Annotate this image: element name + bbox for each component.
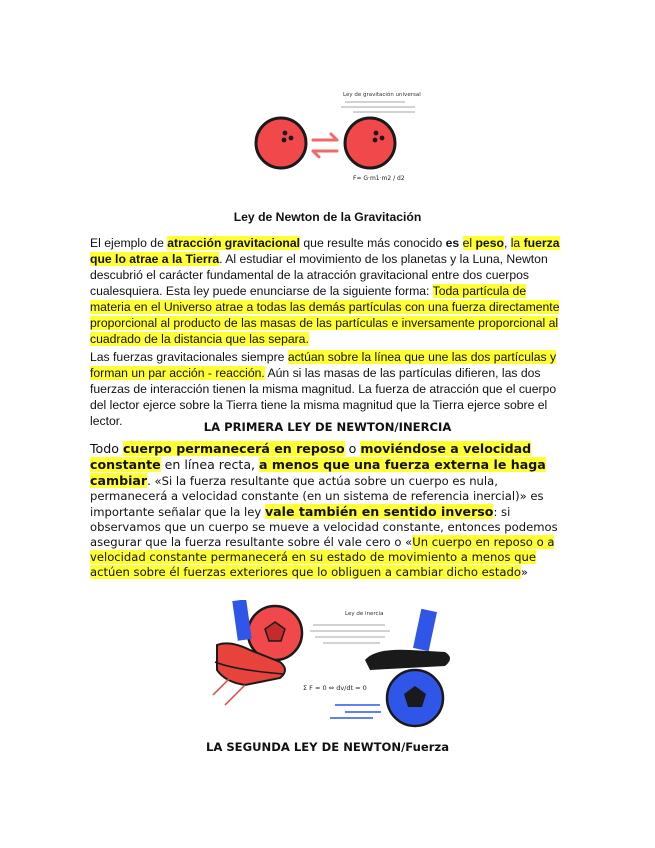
text-run: Toda partícula de materia en el Universo atrae a todas las demás partículas con una fuerza directamente proporcional al producto de las masas de las partículas e inversamente proporcional al cuadrado de la distancia que las separa. bbox=[90, 284, 560, 346]
text-run: » bbox=[520, 565, 529, 579]
black-shoe bbox=[365, 650, 450, 670]
text-run: Un cuerpo en reposo o a velocidad constante permanecerá en su estado de movimiento a menos que actúen sobre él fuerzas exteriores que lo obliguen a cambiar dicho estado bbox=[90, 535, 555, 579]
text-run: la bbox=[510, 236, 524, 250]
paragraph-gravitation bbox=[90, 235, 560, 347]
text-run: : si observamos que un cuerpo se mueve a velocidad constante, entonces podemos asegurar que la fuerza resultante sobre él vale cero o « bbox=[90, 505, 558, 549]
inertia-illustration bbox=[205, 600, 465, 730]
inertia-formula: Σ F = 0 ⇔ dv/dt = 0 bbox=[303, 684, 367, 692]
text-run: peso bbox=[475, 236, 504, 250]
text-run: vale también en sentido inverso bbox=[264, 504, 494, 519]
text-run: cuerpo permanecerá en reposo bbox=[122, 441, 345, 456]
note-lines bbox=[341, 102, 415, 112]
text-run: Las fuerzas gravitacionales siempre bbox=[90, 350, 288, 364]
inertia-note-title: Ley de inercia bbox=[345, 611, 384, 617]
text-run: El ejemplo de bbox=[90, 236, 168, 250]
gravitation-note-title: Ley de gravitación universal bbox=[343, 92, 421, 98]
section-title-first-law: LA PRIMERA LEY DE NEWTON/INERCIA bbox=[203, 420, 452, 434]
text-run: o bbox=[344, 441, 361, 456]
text-run: actúan sobre la línea que une las dos partículas y forman un par acción - reacción. bbox=[90, 350, 557, 380]
text-run: es bbox=[445, 236, 460, 250]
text-run: moviéndose a velocidad constante bbox=[90, 441, 532, 472]
gravitation-illustration bbox=[245, 85, 435, 190]
text-run: el bbox=[462, 236, 476, 250]
section-title-gravitation: Ley de Newton de la Gravitación bbox=[233, 210, 422, 224]
right-ball bbox=[345, 118, 395, 168]
exchange-arrows-icon bbox=[313, 134, 337, 157]
text-run: . «Si la fuerza resultante que actúa sobre un cuerpo es nula, permanecerá a velocidad constante (en un sistema de referencia inercial)» es importante señalar que la ley bbox=[90, 474, 544, 519]
left-ball bbox=[256, 118, 306, 168]
text-run: a menos que una fuerza externa le haga cambiar bbox=[90, 457, 546, 488]
text-run: en línea recta, bbox=[160, 457, 260, 472]
text-run: Aún si las masas de las partículas difieren, las dos fuerzas de interacción tienen la misma magnitud. La fuerza de atracción que el cuerpo del lector ejerce sobre la Tierra tiene la misma magnitud que la Tierra ejerce sobre el lector. bbox=[90, 366, 557, 428]
text-run: fuerza que lo atrae a la Tierra bbox=[90, 236, 560, 266]
text-run: que resulte más conocido bbox=[300, 236, 446, 250]
gravitation-formula: F= G·m1·m2 / d2 bbox=[353, 175, 405, 182]
paragraph-gravitational-forces bbox=[90, 349, 560, 429]
paragraph-first-law bbox=[90, 441, 560, 580]
section-title-second-law: LA SEGUNDA LEY DE NEWTON/Fuerza bbox=[205, 740, 450, 754]
text-run: Todo bbox=[90, 441, 123, 456]
text-run: , bbox=[503, 236, 511, 250]
text-run: . Al estudiar el movimiento de los planetas y la Luna, Newton descubrió el carácter fundamental de la atracción gravitacional entre dos cuerpos cualesquiera. Esta ley puede enunciarse de la siguiente forma: bbox=[90, 252, 548, 298]
text-run: atracción gravitacional bbox=[167, 236, 300, 250]
